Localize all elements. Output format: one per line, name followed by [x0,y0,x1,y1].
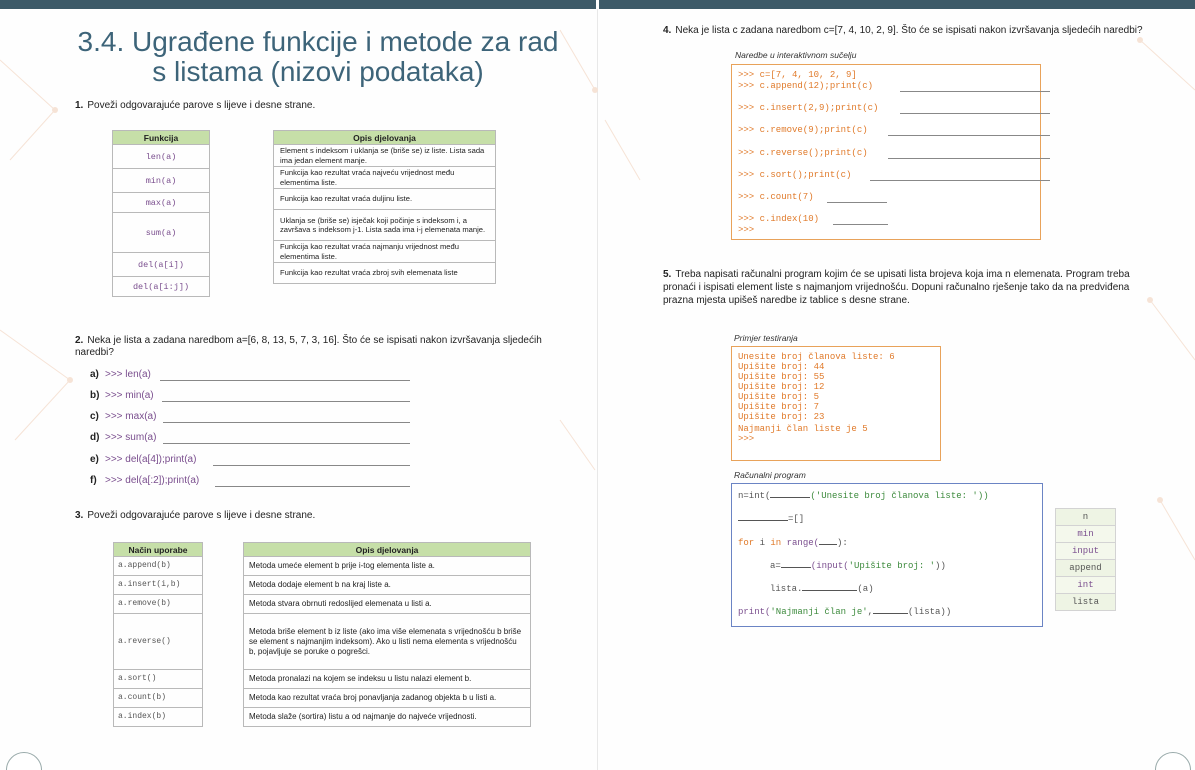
code-text: (a) [857,584,874,594]
code-text: 'Najmanji član je' [770,607,868,617]
answer-line[interactable] [900,91,1050,92]
code-text: (input( [810,561,849,571]
shell-code: >>> c.append(12);print(c) [738,81,874,91]
test-line: Upišite broj: 23 [738,412,825,422]
task1-prompt [75,100,575,112]
blank-field[interactable] [738,512,788,521]
code-text: , [867,607,874,617]
task4-text: Neka je lista c zadana naredbom c=[7, 4, 10, 2, 9]. Što će se ispisati nakon izvršavanja sljedećih naredbi? [675,25,1143,36]
item-code: >>> max(a) [105,411,157,422]
usage-cell[interactable]: a.index(b) [114,708,203,727]
item-code: >>> del(a[4]);print(a) [105,454,197,465]
test-line: Unesite broj članova liste: 6 [738,352,895,362]
code-text: 'Upišite broj: ' [848,561,936,571]
task1-description-table [273,130,496,284]
answer-line[interactable] [213,465,410,466]
description-cell[interactable]: Uklanja se (briše se) isječak koji počinje s indeksom i, a završava s indeksom j-1. Lista sada ima i-j elemenata manje. [274,210,496,241]
shell-line: >>> c.index(10) [738,214,820,224]
word-bank-item[interactable]: input [1056,543,1116,560]
task4-number: 4. [663,25,672,36]
test-line: Upišite broj: 7 [738,402,820,412]
code-text: =[] [788,514,805,524]
description-cell[interactable]: Metoda dodaje element b na kraj liste a. [244,576,531,595]
code-text: print( [738,607,771,617]
description-cell[interactable]: Metoda briše element b iz liste (ako ima više elemenata s vrijednošću b briše se element s najmanjim indeksom). Ako u listi nema elementa s vrijednošću b, pojavljuje se poruke o pogrešci. [244,614,531,670]
shell-line: >>> [738,225,755,235]
col-header-funkcija: Funkcija [113,131,210,145]
task2-item [90,369,151,381]
code-keyword: in [770,538,782,548]
description-cell[interactable]: Metoda kao rezultat vraća broj ponavljanja zadanog objekta b u listi a. [244,689,531,708]
item-label: f) [90,475,97,486]
test-line: Upišite broj: 44 [738,362,825,372]
item-code: >>> del(a[:2]);print(a) [105,475,200,486]
test-line: Upišite broj: 5 [738,392,820,402]
task1-function-table [112,130,210,297]
function-cell[interactable]: min(a) [113,169,210,193]
code-text: n=int( [738,491,771,501]
test-line: Upišite broj: 12 [738,382,825,392]
task3-description-table [243,542,531,727]
word-bank-item[interactable]: append [1056,560,1116,577]
description-cell[interactable]: Metoda stvara obrnuti redoslijed elemenata u listi a. [244,595,531,614]
answer-line[interactable] [160,380,410,381]
program-line-2 [738,512,804,524]
task5-prompt [663,268,1133,307]
item-code: >>> sum(a) [105,432,157,443]
blank-field[interactable] [781,559,811,568]
description-cell[interactable]: Funkcija kao rezultat vraća duljinu liste. [274,189,496,210]
answer-line[interactable] [870,180,1050,181]
word-bank-item[interactable]: n [1056,509,1116,526]
code-text: range( [781,538,820,548]
task2-item [90,454,196,466]
shell-line: >>> c.count(7) [738,192,814,202]
program-line-6 [738,605,951,617]
word-bank-item[interactable]: int [1056,577,1116,594]
code-text: i [754,538,771,548]
function-cell[interactable]: max(a) [113,193,210,213]
item-code: >>> min(a) [105,390,154,401]
task5-text: Treba napisati računalni program kojim će se upisati lista brojeva koja ima n elemenata. Program treba pronaći i ispisati element liste s najmanjom vrijednošću. Dopuni računalno rješenje tako da na predviđena prazna mjesta upišeš naredbe iz tablice s desne strane. [663,269,1130,306]
task2-number: 2. [75,335,84,346]
shell-line: >>> c.remove(9);print(c) [738,125,868,135]
item-label: b) [90,390,100,401]
word-bank-item[interactable]: lista [1056,594,1116,611]
item-label: d) [90,432,100,443]
task2-prompt [75,335,555,359]
usage-cell[interactable]: a.remove(b) [114,595,203,614]
code-keyword: for [738,538,755,548]
test-line: >>> [738,434,755,444]
test-line: Upišite broj: 55 [738,372,825,382]
task2-item [90,390,154,402]
usage-cell[interactable]: a.count(b) [114,689,203,708]
task2-item [90,432,156,444]
code-text: lista. [770,584,803,594]
code-text: ): [837,538,848,548]
col-header-opis: Opis djelovanja [244,543,531,557]
answer-line[interactable] [163,443,410,444]
answer-line[interactable] [162,401,410,402]
code-text: ('Unesite broj članova liste: ')) [810,491,989,501]
shell-line: >>> c=[7, 4, 10, 2, 9] [738,70,857,80]
task4-caption: Naredbe u interaktivnom sučelju [735,50,857,60]
answer-line[interactable] [888,158,1050,159]
task4-prompt [663,25,1163,37]
function-cell[interactable]: del(a[i:j]) [113,277,210,297]
test-caption: Primjer testiranja [734,333,798,343]
task1-number: 1. [75,100,84,111]
task5-number: 5. [663,269,672,280]
word-bank-item[interactable]: min [1056,526,1116,543]
code-text: )) [935,561,946,571]
task3-text: Poveži odgovarajuće parove s lijeve i desne strane. [87,510,316,521]
program-line-4 [770,559,946,571]
task3-number: 3. [75,510,84,521]
code-text: a= [770,561,781,571]
col-header-nacin-uporabe: Način uporabe [114,543,203,557]
answer-line[interactable] [215,486,410,487]
description-cell[interactable]: Metoda slaže (sortira) listu a od najmanje do najveće vrijednosti. [244,708,531,727]
task2-item [90,411,156,423]
answer-line[interactable] [888,135,1050,136]
page-title: 3.4. Ugrađene funkcije i metode za rad s listama (nizovi podataka) [77,26,559,87]
shell-line [738,81,873,91]
usage-cell[interactable]: a.sort() [114,670,203,689]
description-cell[interactable]: Funkcija kao rezultat vraća najmanju vrijednost među elementima liste. [274,241,496,263]
answer-line[interactable] [833,224,888,225]
code-text: (lista)) [908,607,952,617]
item-code: >>> len(a) [105,369,151,380]
description-cell[interactable]: Funkcija kao rezultat vraća zbroj svih elemenata liste [274,263,496,284]
blank-field[interactable] [770,489,810,498]
usage-cell[interactable]: a.insert(i,b) [114,576,203,595]
function-cell[interactable]: len(a) [113,145,210,169]
task3-usage-table [113,542,203,727]
test-line: Najmanji član liste je 5 [738,424,868,434]
description-cell[interactable]: Metoda umeće element b prije i-tog elementa liste a. [244,557,531,576]
item-label: c) [90,411,99,422]
usage-cell[interactable]: a.append(b) [114,557,203,576]
description-cell[interactable]: Funkcija kao rezultat vraća najveću vrijednost među elementima liste. [274,167,496,189]
description-cell[interactable]: Element s indeksom i uklanja se (briše se) iz liste. Lista sada ima jedan element manje. [274,145,496,167]
task1-text: Poveži odgovarajuće parove s lijeve i desne strane. [87,100,316,111]
task2-text: Neka je lista a zadana naredbom a=[6, 8, 13, 5, 7, 3, 16]. Što će se ispisati nakon izvršavanja sljedećih naredbi? [75,335,542,358]
item-label: a) [90,369,99,380]
item-label: e) [90,454,99,465]
program-caption: Računalni program [734,470,806,480]
shell-line: >>> c.reverse();print(c) [738,148,868,158]
answer-line[interactable] [827,202,887,203]
function-cell[interactable]: sum(a) [113,213,210,253]
blank-field[interactable] [819,536,837,545]
program-line-5 [770,582,874,594]
blank-field[interactable] [802,582,857,591]
shell-line: >>> c.insert(2,9);print(c) [738,103,879,113]
description-cell[interactable]: Metoda pronalazi na kojem se indeksu u listu nalazi element b. [244,670,531,689]
answer-line[interactable] [900,113,1050,114]
program-line-3 [738,536,848,548]
task2-item [90,475,199,487]
word-bank-table [1055,508,1116,611]
task3-prompt [75,510,555,522]
answer-line[interactable] [163,422,410,423]
function-cell[interactable]: del(a[i]) [113,253,210,277]
col-header-opis: Opis djelovanja [274,131,496,145]
blank-field[interactable] [873,605,908,614]
usage-cell[interactable]: a.reverse() [114,614,203,670]
shell-line: >>> c.sort();print(c) [738,170,852,180]
program-line-1 [738,489,989,501]
